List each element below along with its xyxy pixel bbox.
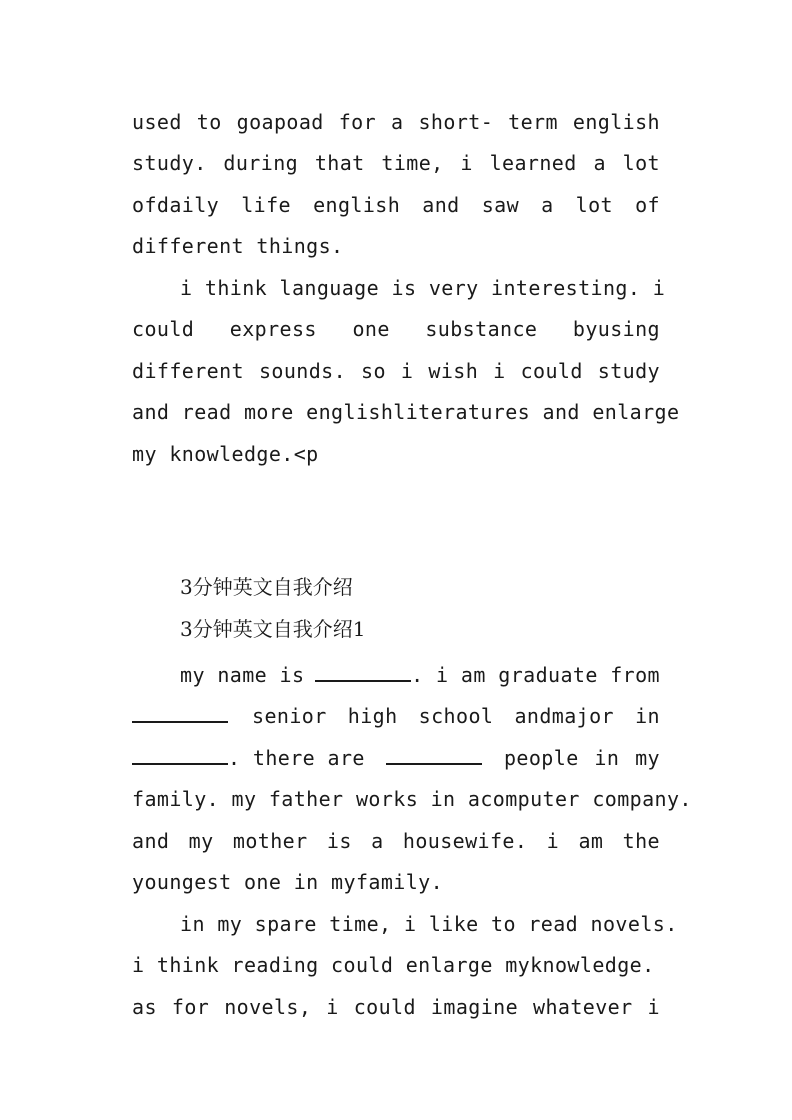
major-blank: [132, 745, 228, 765]
text-line: i think language is very interesting. i: [180, 276, 666, 300]
text-segment: my name is: [180, 663, 305, 687]
name-blank: [315, 662, 411, 682]
text-line: family. my father works in acomputer company.: [132, 787, 692, 811]
text-line: my knowledge.<p: [132, 442, 319, 466]
text-line: different things.: [132, 234, 344, 258]
text-segment: people in my: [503, 746, 660, 770]
text-segment: senior high school andmajor in: [252, 704, 660, 728]
text-line: in my spare time, i like to read novels.: [180, 912, 678, 936]
fill-in-line: [132, 703, 660, 729]
text-line: youngest one in myfamily.: [132, 870, 444, 894]
fill-in-line: [132, 745, 660, 771]
text-line: different sounds. so i wish i could study: [132, 359, 660, 383]
text-line: used to goapoad for a short- term english: [132, 110, 660, 134]
text-segment: . there are: [228, 746, 365, 770]
school-blank: [132, 703, 228, 723]
text-line: and my mother is a housewife. i am the: [132, 829, 660, 853]
text-line: and read more englishliteratures and enlarge: [132, 400, 680, 424]
section-subheading: 3分钟英文自我介绍1: [180, 617, 366, 641]
text-segment: . i am graduate from: [411, 663, 660, 687]
section-heading: 3分钟英文自我介绍: [180, 575, 353, 599]
text-line: could express one substance byusing: [132, 317, 660, 341]
text-line: i think reading could enlarge myknowledge.: [132, 953, 655, 977]
text-line: ofdaily life english and saw a lot of: [132, 193, 660, 217]
fill-in-line: [180, 662, 660, 688]
family-size-blank: [386, 745, 482, 765]
text-line: as for novels, i could imagine whatever i: [132, 995, 660, 1019]
text-line: study. during that time, i learned a lot: [132, 151, 660, 175]
